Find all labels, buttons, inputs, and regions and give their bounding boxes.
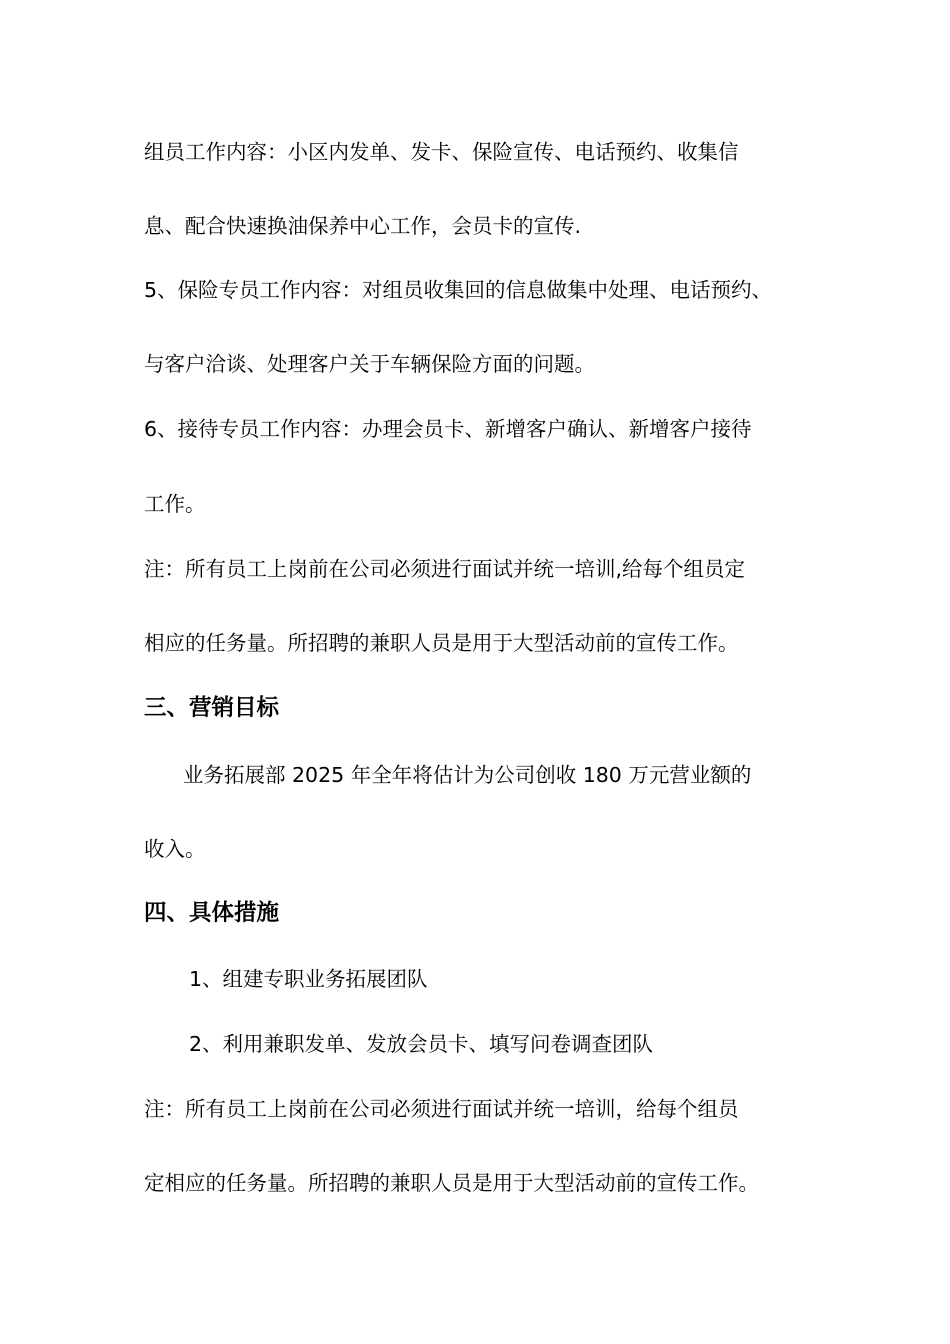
list-item: 2、利用兼职发单、发放会员卡、填写问卷调查团队 <box>189 1032 654 1056</box>
paragraph-line: 息、配合快速换油保养中心工作，会员卡的宣传. <box>144 214 582 238</box>
note-line: 注：所有员工上岗前在公司必须进行面试并统一培训，给每个组员 <box>144 1097 739 1121</box>
note-line: 定相应的任务量。所招聘的兼职人员是用于大型活动前的宣传工作。 <box>144 1171 759 1195</box>
list-item: 1、组建专职业务拓展团队 <box>189 967 428 991</box>
paragraph-line: 5、保险专员工作内容：对组员收集回的信息做集中处理、电话预约、 <box>144 278 773 302</box>
paragraph-line: 收入。 <box>144 837 206 861</box>
paragraph-line: 工作。 <box>144 492 206 516</box>
paragraph-line: 组员工作内容：小区内发单、发卡、保险宣传、电话预约、收集信 <box>144 140 739 164</box>
note-line: 相应的任务量。所招聘的兼职人员是用于大型活动前的宣传工作。 <box>144 631 739 655</box>
section-heading-marketing-goals: 三、营销目标 <box>144 695 280 721</box>
paragraph-line: 业务拓展部 2025 年全年将估计为公司创收 180 万元营业额的 <box>183 763 752 787</box>
paragraph-line: 6、接待专员工作内容：办理会员卡、新增客户确认、新增客户接待 <box>144 417 752 441</box>
section-heading-specific-measures: 四、具体措施 <box>144 900 280 926</box>
note-line: 注：所有员工上岗前在公司必须进行面试并统一培训,给每个组员定 <box>144 557 746 581</box>
paragraph-line: 与客户洽谈、处理客户关于车辆保险方面的问题。 <box>144 352 595 376</box>
